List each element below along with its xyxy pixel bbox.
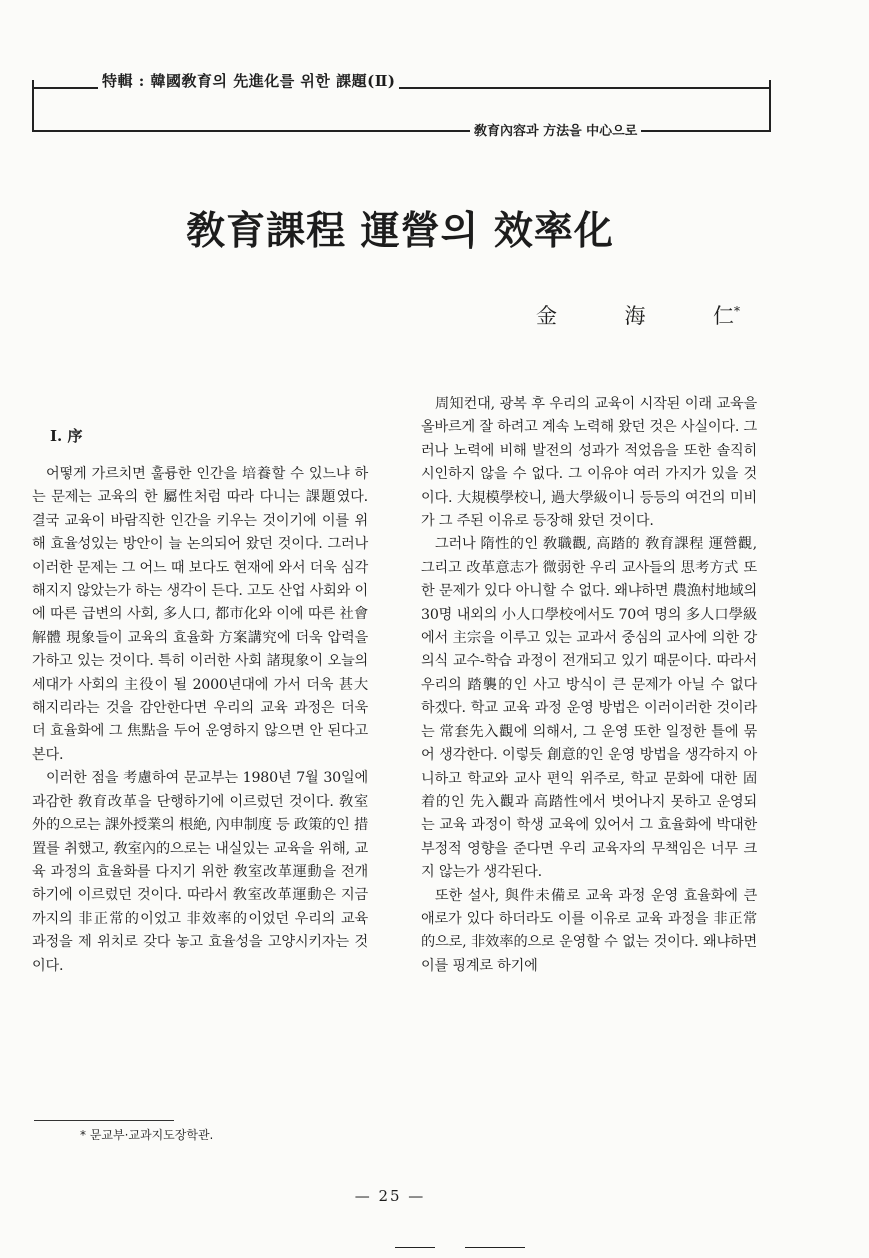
paragraph: 周知컨대, 광복 후 우리의 교육이 시작된 이래 교육을 올바르게 잘 하려고 계속 노력해 왔던 것은 사실이다. 그러나 노력에 비해 발전의 성과가 적었음을 또한 솔직히 시인하지 않을 수 없다. 그 이유야 여러 가지가 있을 것이다. 大規模學校니, 過大學級이니 등등의 여건의 미비가 그 주된 이유로 등장해 왔던 것이다. <box>421 396 757 530</box>
left-column <box>32 463 368 978</box>
footnote-marker: * <box>734 304 740 318</box>
right-column <box>421 393 757 978</box>
scan-mark <box>465 1247 525 1248</box>
paragraph: 또한 설사, 與件未備로 교육 과정 운영 효율화에 큰 애로가 있다 하더라도 이를 이유로 교육 과정을 非正常的으로, 非效率的으로 운영할 수 없는 것이다. 왜냐하면 이를 핑계로 하기에 <box>421 887 757 974</box>
footnote-rule <box>34 1120 174 1121</box>
footnote: * 문교부·교과지도장학관. <box>80 1128 214 1142</box>
paragraph: 이러한 점을 考慮하여 문교부는 1980년 7월 30일에 과감한 敎育改革을 단행하기에 이르렀던 것이다. 敎室外的으로는 課外授業의 根絶, 內申制度 등 政策的인 措置를 취했고, 敎室內的으로는 내실있는 교육을 위해, 교육 과정의 효율화를 다지기 위한 敎室改革運動을 전개하기에 이르렀던 것이다. 따라서 敎室改革運動은 지금까지의 非正常的이었고 非效率的이었던 우리의 교육 과정을 제 위치로 갖다 놓고 효율성을 고양시키자는 것이다. <box>32 770 368 974</box>
paragraph: 그러나 隋性的인 敎職觀, 高踏的 敎育課程 運營觀, 그리고 改革意志가 微弱한 우리 교사들의 思考方式 또한 문제가 있다 아니할 수 없다. 왜냐하면 農漁村地域의 30명 내외의 小人口學校에서도 70여 명의 多人口學級에서 主宗을 이루고 있는 교과서 중심의 교사에 의한 강의식 교수-학습 과정이 전개되고 있기 때문이다. 따라서 우리의 踏襲的인 사고 방식이 큰 문제가 아닐 수 없다 하겠다. 학교 교육 과정 운영 방법은 이러이러한 것이라는 常套先入觀에 의해서, 그 운영 또한 일정한 틀에 묶어 생각한다. 이렇듯 創意的인 운영 방법을 생각하지 아니하고 학교와 교사 편익 위주로, 학교 문화에 대한 固着的인 先入觀과 高踏性에서 벗어나지 못하고 운영되는 교육 과정이 학생 교육에 있어서 그 효율화에 박대한 부정적 영향을 준다면 우리 교육자의 무책임은 너무 크지 않는가 생각된다. <box>421 536 757 881</box>
scan-mark <box>395 1247 435 1248</box>
author-char: 金 <box>536 304 557 328</box>
series-title: 特輯 : 韓國敎育의 先進化를 위한 課題(Ⅱ) <box>98 70 399 91</box>
author-char: 海 <box>624 304 646 328</box>
author-char: 仁* <box>713 304 740 328</box>
author-name <box>536 300 740 330</box>
article-title: 敎育課程 運營의 效率化 <box>186 208 614 254</box>
section-heading: Ⅰ. 序 <box>50 427 83 445</box>
series-subtitle: 敎育內容과 方法을 中心으로 <box>470 120 641 139</box>
page-number: — 25 — <box>354 1187 426 1205</box>
paragraph: 어떻게 가르치면 훌륭한 인간을 培養할 수 있느냐 하는 문제는 교육의 한 屬性처럼 따라 다니는 課題였다. 결국 교육이 바람직한 인간을 키우는 것이기에 이를 위해 효율성있는 방안이 늘 논의되어 왔던 것이다. 그러나 이러한 문제는 그 어느 때 보다도 현재에 와서 더욱 심각해지지 않았는가 하는 생각이 든다. 고도 산업 사회와 이에 따른 급변의 사회, 多人口, 都市化와 이에 따른 社會解體 現象들이 교육의 효율화 方案講究에 더욱 압력을 가하고 있는 것이다. 특히 이러한 사회 諸現象이 오늘의 세대가 사회의 主役이 될 2000년대에 가서 더욱 甚大해지리라는 것을 감안한다면 우리의 교육 과정은 더욱 더 효율화에 그 焦點을 두어 운영하지 않으면 안 된다고 본다. <box>32 466 368 763</box>
header-bottom-rule <box>32 130 769 132</box>
